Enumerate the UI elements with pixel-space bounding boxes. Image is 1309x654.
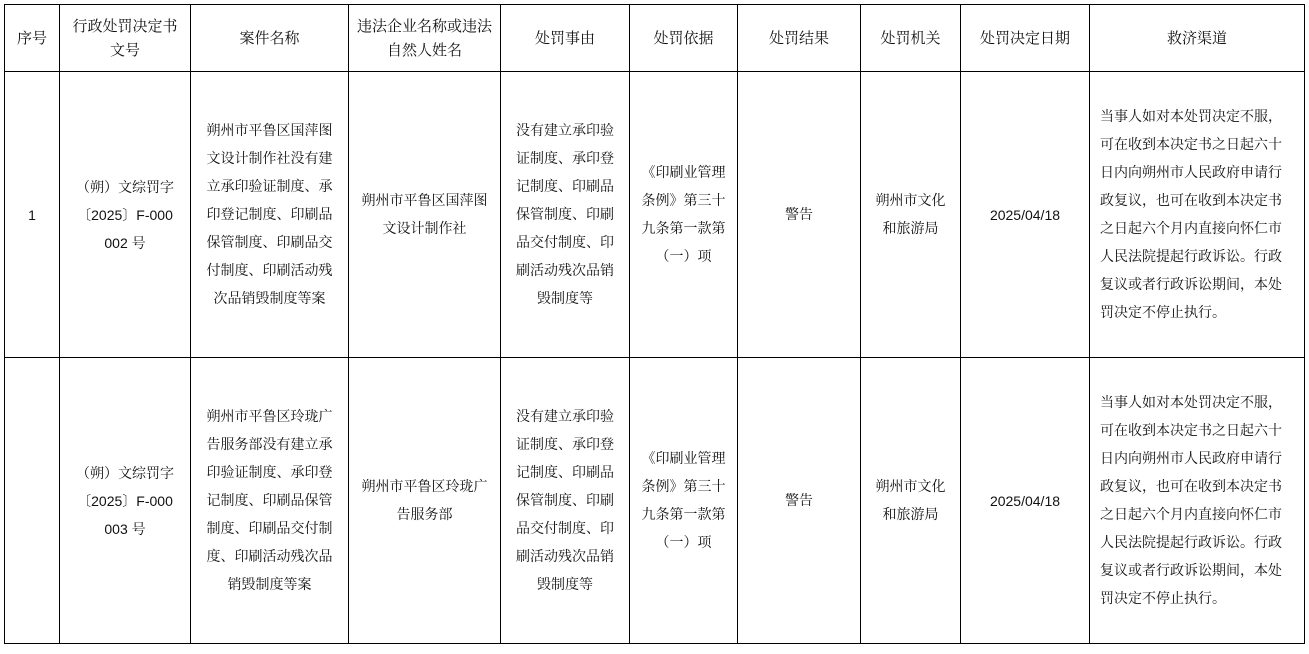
cell-basis: 《印刷业管理条例》第三十九条第一款第（一）项 [630, 358, 738, 644]
header-case-name: 案件名称 [191, 5, 349, 72]
header-seq: 序号 [5, 5, 60, 72]
header-basis: 处罚依据 [630, 5, 738, 72]
header-party: 违法企业名称或违法自然人姓名 [349, 5, 501, 72]
cell-remedy: 当事人如对本处罚决定不服，可在收到本决定书之日起六十日内向朔州市人民政府申请行政复议，也可在收到本决定书之日起六个月内直接向怀仁市人民法院提起行政诉讼。行政复议或者行政诉讼期间，本处罚决定不停止执行。 [1090, 72, 1305, 358]
table-row [5, 72, 1305, 358]
cell-basis: 《印刷业管理条例》第三十九条第一款第（一）项 [630, 72, 738, 358]
cell-authority: 朔州市文化和旅游局 [861, 72, 961, 358]
cell-authority: 朔州市文化和旅游局 [861, 358, 961, 644]
cell-result: 警告 [738, 358, 861, 644]
header-result: 处罚结果 [738, 5, 861, 72]
cell-party: 朔州市平鲁区玲珑广告服务部 [349, 358, 501, 644]
cell-seq [5, 358, 60, 644]
cell-doc-no: （朔）文综罚字〔2025〕F-000003 号 [60, 358, 191, 644]
header-remedy: 救济渠道 [1090, 5, 1305, 72]
header-doc-no: 行政处罚决定书文号 [60, 5, 191, 72]
cell-remedy: 当事人如对本处罚决定不服，可在收到本决定书之日起六十日内向朔州市人民政府申请行政复议，也可在收到本决定书之日起六个月内直接向怀仁市人民法院提起行政诉讼。行政复议或者行政诉讼期间，本处罚决定不停止执行。 [1090, 358, 1305, 644]
cell-result: 警告 [738, 72, 861, 358]
cell-doc-no: （朔）文综罚字〔2025〕F-000002 号 [60, 72, 191, 358]
penalty-table [4, 4, 1305, 644]
table-row [5, 358, 1305, 644]
cell-reason: 没有建立承印验证制度、承印登记制度、印刷品保管制度、印刷品交付制度、印刷活动残次品销毁制度等 [501, 72, 630, 358]
cell-case-name: 朔州市平鲁区国萍图文设计制作社没有建立承印验证制度、承印登记制度、印刷品保管制度、印刷品交付制度、印刷活动残次品销毁制度等案 [191, 72, 349, 358]
cell-date: 2025/04/18 [961, 358, 1090, 644]
header-reason: 处罚事由 [501, 5, 630, 72]
header-date: 处罚决定日期 [961, 5, 1090, 72]
header-authority: 处罚机关 [861, 5, 961, 72]
cell-case-name: 朔州市平鲁区玲珑广告服务部没有建立承印验证制度、承印登记制度、印刷品保管制度、印刷品交付制度、印刷活动残次品销毁制度等案 [191, 358, 349, 644]
cell-seq: 1 [5, 72, 60, 358]
cell-reason: 没有建立承印验证制度、承印登记制度、印刷品保管制度、印刷品交付制度、印刷活动残次品销毁制度等 [501, 358, 630, 644]
header-row [5, 5, 1305, 72]
cell-party: 朔州市平鲁区国萍图文设计制作社 [349, 72, 501, 358]
cell-date: 2025/04/18 [961, 72, 1090, 358]
